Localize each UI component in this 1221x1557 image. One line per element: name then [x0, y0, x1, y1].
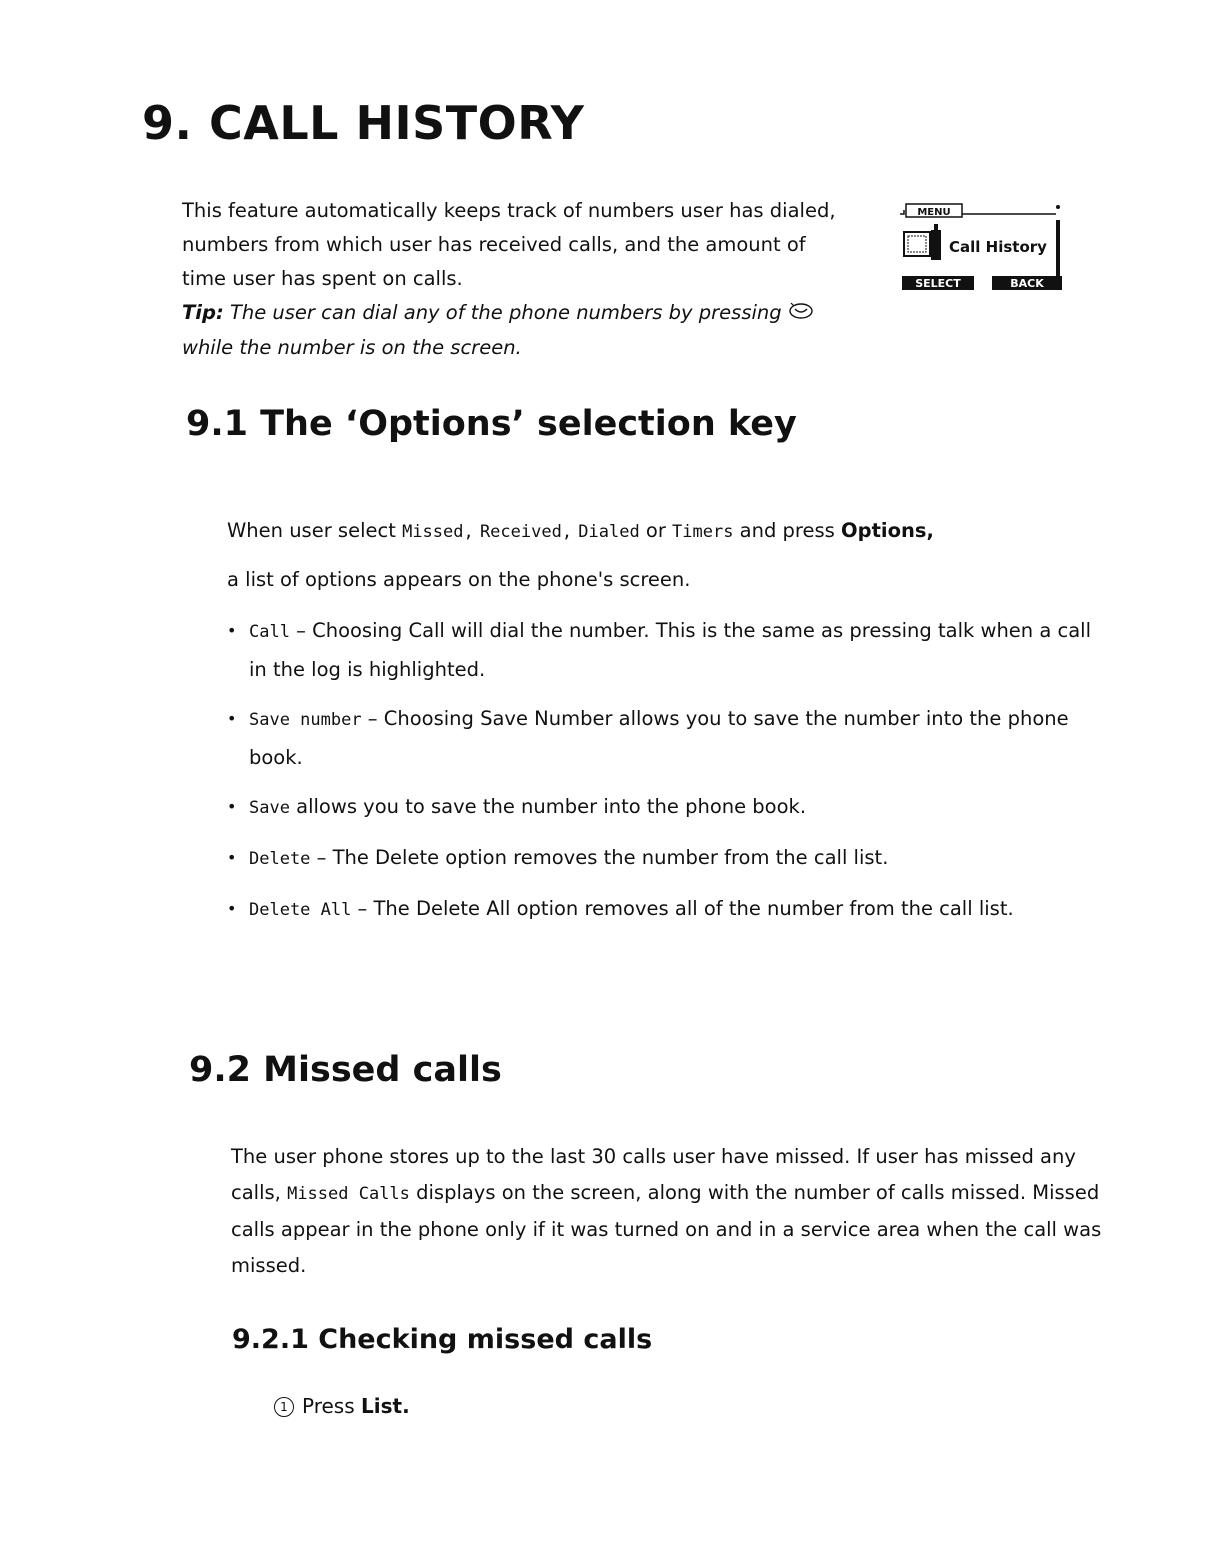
step-1: [274, 1394, 410, 1418]
term-dialed: Dialed: [578, 522, 640, 542]
section-9-1-intro: [227, 513, 1127, 598]
options-list: [227, 612, 1107, 941]
list-item: [227, 612, 1107, 688]
term-missed-calls: Missed Calls: [287, 1184, 410, 1204]
list-item: [227, 788, 1107, 827]
screen-left-softkey: SELECT: [915, 277, 961, 290]
bullet-icon: •: [227, 621, 237, 640]
phone-screen-illustration: [898, 198, 1068, 296]
bullet-icon: •: [227, 709, 237, 728]
missed-text-before: The user phone stores up to the last 30 calls user have missed. If user has missed any calls,: [231, 1145, 1076, 1204]
section-9-2-paragraph: [231, 1139, 1106, 1284]
term-options: Options,: [841, 519, 934, 542]
tip-text-1: The user can dial any of the phone numbers by pressing: [229, 301, 782, 324]
word-and-press: and press: [739, 519, 835, 542]
intro-line-1: This feature automatically keeps track of numbers user has dialed,: [182, 199, 836, 222]
list-item: [227, 890, 1107, 929]
section-9-2-1-heading: 9.2.1 Checking missed calls: [232, 1324, 653, 1355]
intro-paragraph: [182, 194, 892, 365]
word-or: or: [645, 519, 666, 542]
option-description: – The Delete option removes the number from the call list.: [310, 846, 889, 869]
intro-line-2: numbers from which user has received calls, and the amount of: [182, 233, 806, 256]
tip-label: Tip:: [182, 301, 224, 324]
tip-line-2: while the number is on the screen.: [182, 335, 522, 359]
step-key: List.: [361, 1394, 410, 1418]
option-description: – Choosing Call will dial the number. This is the same as pressing talk when a call in the log is highlighted.: [249, 619, 1092, 681]
option-term: Save: [249, 798, 290, 818]
bullet-icon: •: [227, 848, 237, 867]
term-received: Received,: [479, 522, 573, 542]
option-term: Call: [249, 622, 290, 642]
option-description: allows you to save the number into the phone book.: [289, 795, 807, 818]
missed-text-after: displays on the screen, along with the number of calls missed. Missed calls appear in the phone only if it was turned on and in a service area when the call was missed.: [231, 1181, 1102, 1277]
screen-menu-label: MENU: [917, 207, 951, 218]
step-prefix: Press: [302, 1394, 355, 1418]
option-description: – Choosing Save Number allows you to save the number into the phone book.: [249, 707, 1069, 769]
list-item: [227, 700, 1107, 776]
intro-prefix: When user select: [227, 519, 396, 542]
options-intro-line-1: [227, 513, 1127, 550]
option-description: – The Delete All option removes all of the number from the call list.: [351, 897, 1014, 920]
option-term: Delete All: [249, 900, 352, 920]
page-title: 9. CALL HISTORY: [142, 96, 585, 150]
bullet-icon: •: [227, 899, 237, 918]
step-number-circle: 1: [274, 1397, 294, 1417]
intro-line-3: time user has spent on calls.: [182, 267, 463, 290]
option-term: Delete: [249, 849, 311, 869]
screen-item-label: Call History: [949, 238, 1047, 256]
option-term: Save number: [249, 710, 362, 730]
bullet-icon: •: [227, 797, 237, 816]
talk-key-icon: [788, 297, 814, 331]
term-timers: Timers: [672, 522, 734, 542]
options-intro-line-2: a list of options appears on the phone's screen.: [227, 568, 691, 591]
tip-line-1: [182, 296, 892, 331]
section-9-1-heading: 9.1 The ‘Options’ selection key: [186, 404, 797, 444]
list-item: [227, 839, 1107, 878]
term-missed: Missed,: [402, 522, 474, 542]
screen-right-softkey: BACK: [1010, 277, 1044, 290]
section-9-2-heading: 9.2 Missed calls: [189, 1050, 502, 1090]
